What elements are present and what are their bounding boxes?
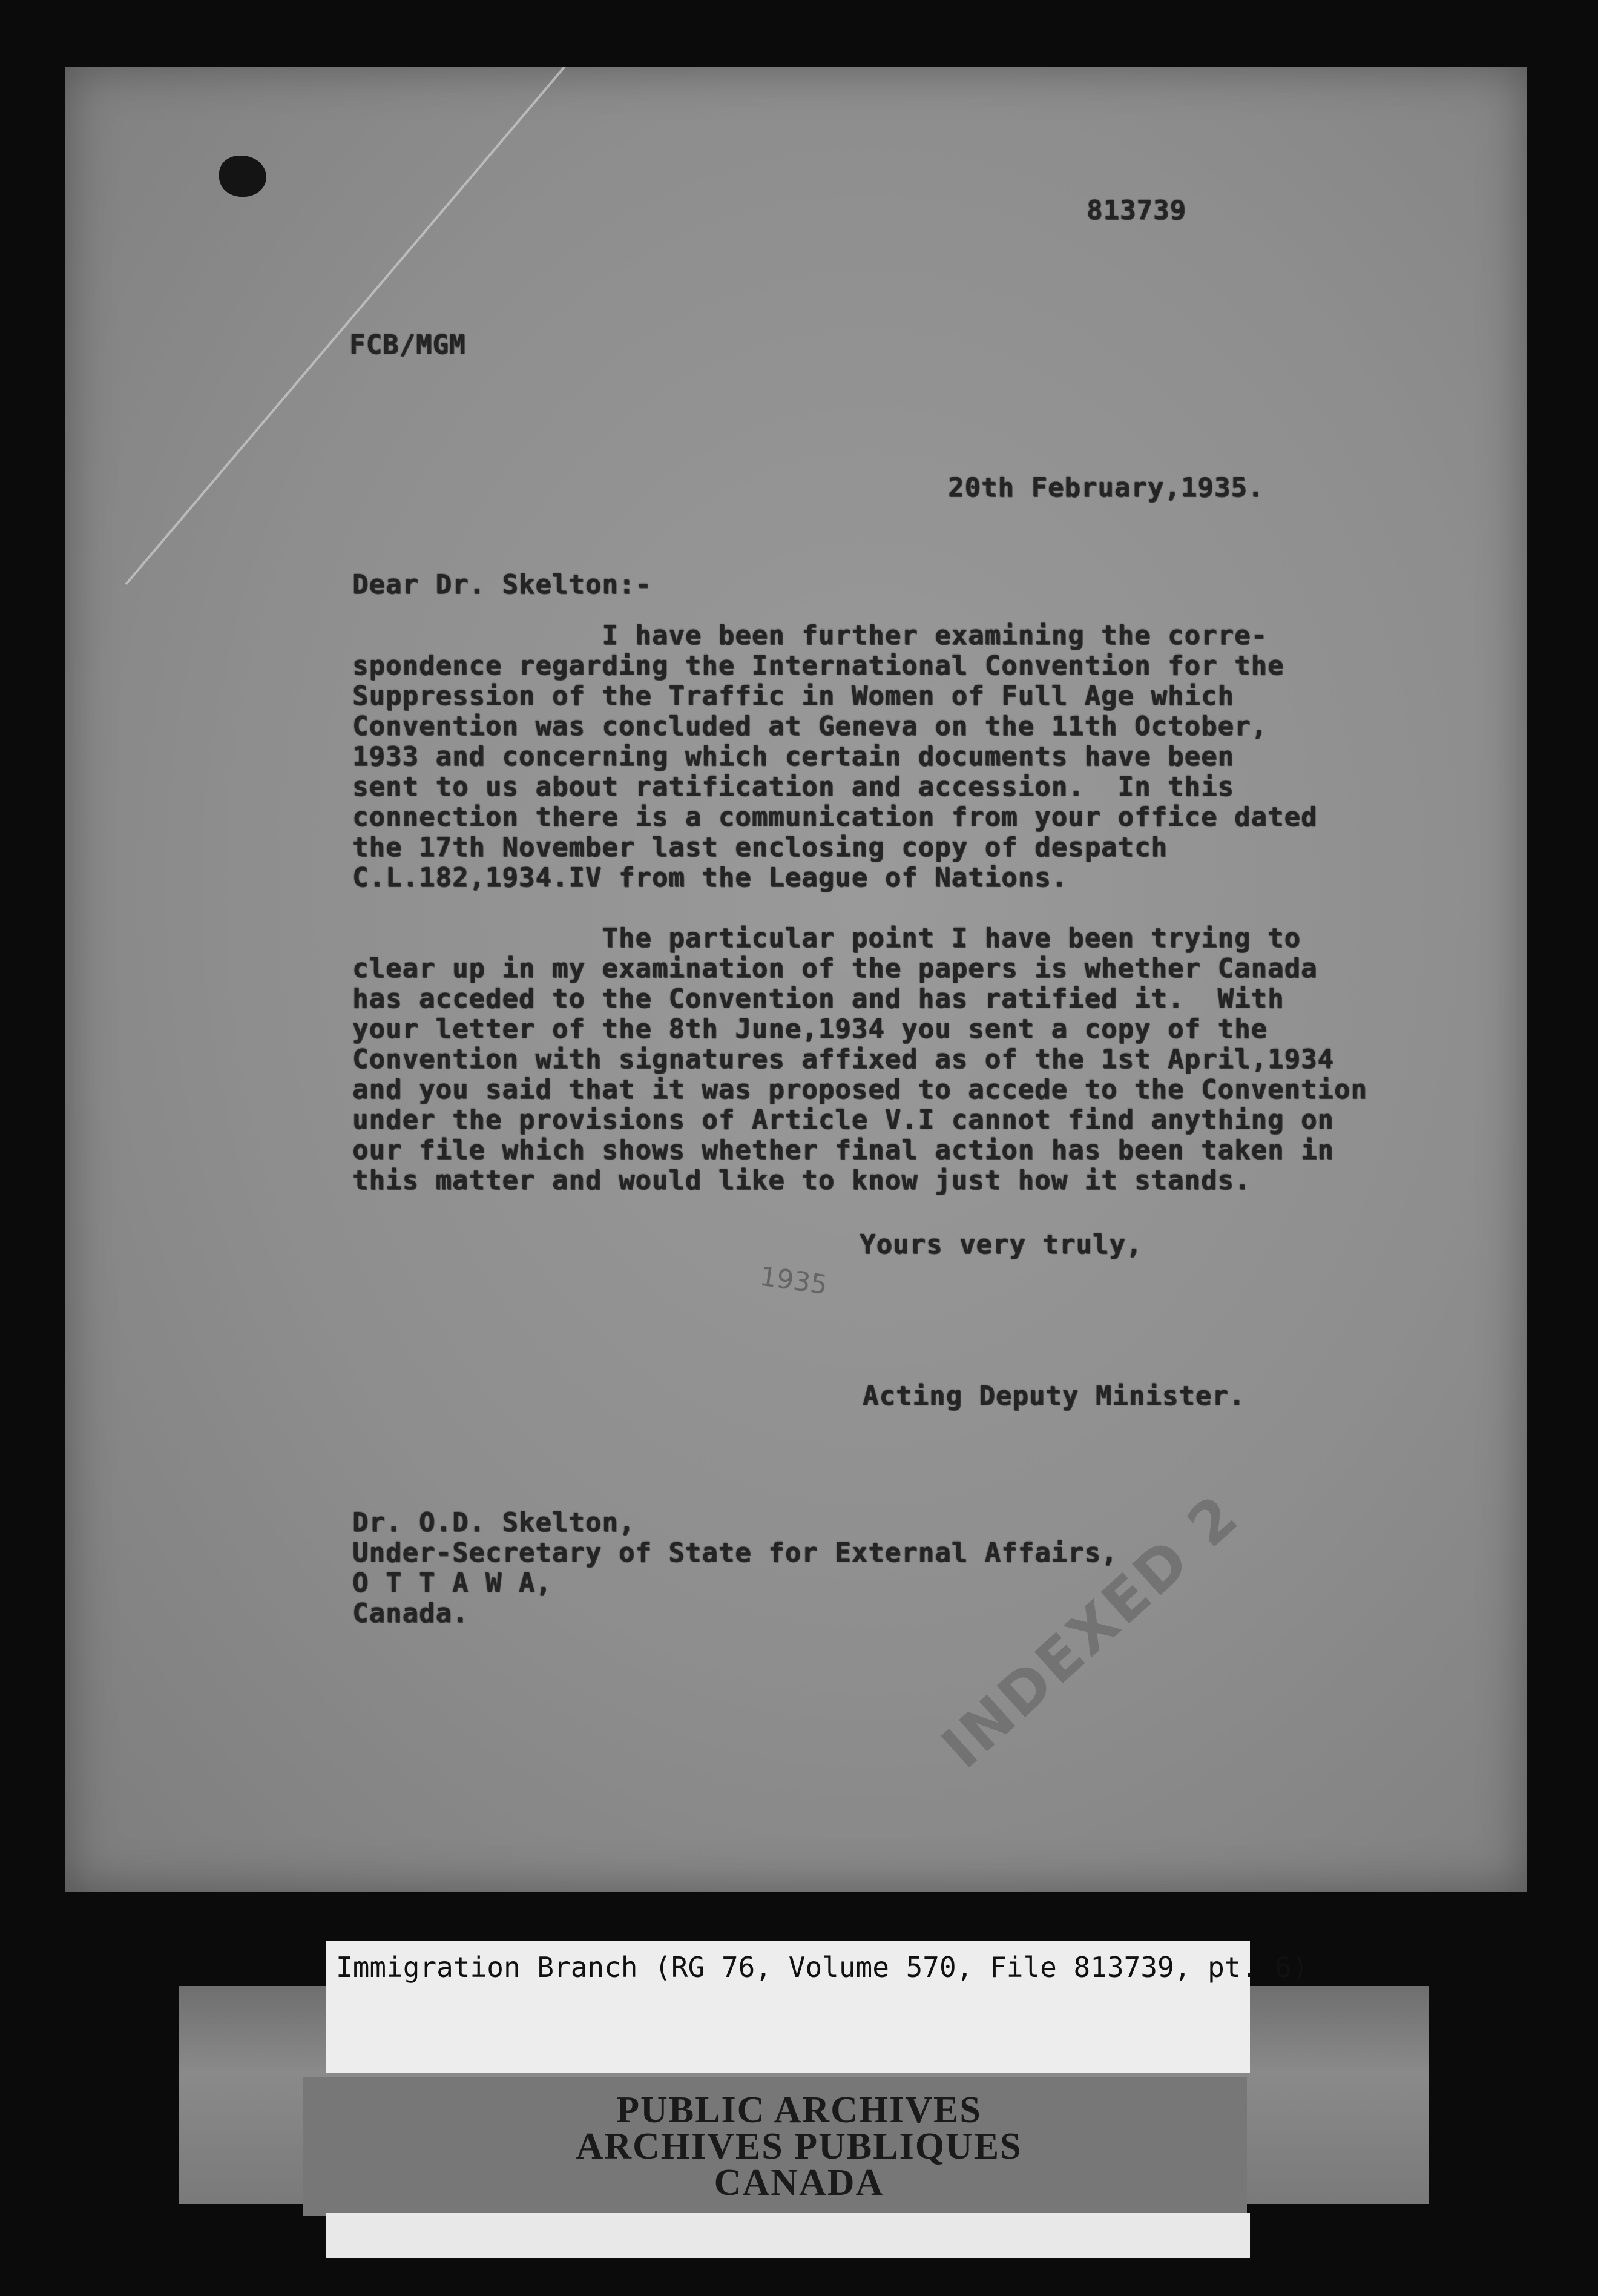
- paragraph-2-line: Convention with signatures affixed as of the 1st April,1934: [352, 1044, 1334, 1075]
- address-line: Under-Secretary of State for External Affairs,: [352, 1537, 1118, 1568]
- paragraph-2-line: your letter of the 8th June,1934 you sent a copy of the: [352, 1014, 1268, 1044]
- paragraph-1-line: the 17th November last enclosing copy of despatch: [352, 832, 1168, 863]
- indexed-stamp: INDEXED 2: [929, 1481, 1252, 1781]
- recipient-address: [352, 1508, 1118, 1629]
- paragraph-1: [352, 621, 1317, 893]
- signature-title: Acting Deputy Minister.: [863, 1381, 1246, 1411]
- letter-date: 20th February,1935.: [948, 472, 1264, 503]
- paragraph-2-line: and you said that it was proposed to accede to the Convention: [352, 1074, 1367, 1105]
- address-line: Canada.: [352, 1598, 469, 1629]
- received-date-stamp: 1935: [757, 1261, 829, 1301]
- reference-initials: FCB/MGM: [349, 329, 466, 360]
- paragraph-2-line: under the provisions of Article V.I cannot find anything on: [352, 1104, 1334, 1135]
- file-number: 813739: [1087, 195, 1186, 226]
- paragraph-2-line: The particular point I have been trying to: [352, 923, 1301, 954]
- bottom-label-strip: [326, 2213, 1250, 2258]
- paragraph-2-line: clear up in my examination of the papers is whether Canada: [352, 953, 1318, 984]
- paragraph-2-line: our file which shows whether final action has been taken in: [352, 1135, 1334, 1166]
- archives-line: ARCHIVES PUBLIQUES: [576, 2126, 1022, 2167]
- address-line: O T T A W A,: [352, 1568, 552, 1598]
- public-archives-label: [436, 2092, 1162, 2201]
- address-line: Dr. O.D. Skelton,: [352, 1507, 636, 1538]
- paragraph-2-line: has acceded to the Convention and has ratified it. With: [352, 983, 1284, 1014]
- paragraph-1-line: 1933 and concerning which certain documents have been: [352, 741, 1234, 772]
- paragraph-1-line: Convention was concluded at Geneva on the 11th October,: [352, 711, 1268, 742]
- paragraph-1-line: I have been further examining the corre-: [352, 620, 1268, 651]
- file-caption: Immigration Branch (RG 76, Volume 570, File 813739, pt. 6): [336, 1951, 1309, 1984]
- paragraph-1-line: Suppression of the Traffic in Women of Full Age which: [352, 681, 1234, 711]
- paragraph-1-line: connection there is a communication from your office dated: [352, 802, 1318, 833]
- paragraph-2: [352, 923, 1367, 1196]
- closing: Yours very truly,: [860, 1229, 1143, 1260]
- archives-line: PUBLIC ARCHIVES: [616, 2090, 982, 2131]
- paragraph-1-line: spondence regarding the International Convention for the: [352, 650, 1284, 681]
- salutation: Dear Dr. Skelton:-: [352, 569, 652, 600]
- punch-hole: [219, 156, 266, 197]
- paragraph-2-line: this matter and would like to know just how it stands.: [352, 1165, 1251, 1196]
- paragraph-1-line: C.L.182,1934.IV from the League of Nations.: [352, 862, 1068, 893]
- paragraph-1-line: sent to us about ratification and accession. In this: [352, 771, 1234, 802]
- archives-line: CANADA: [714, 2162, 884, 2203]
